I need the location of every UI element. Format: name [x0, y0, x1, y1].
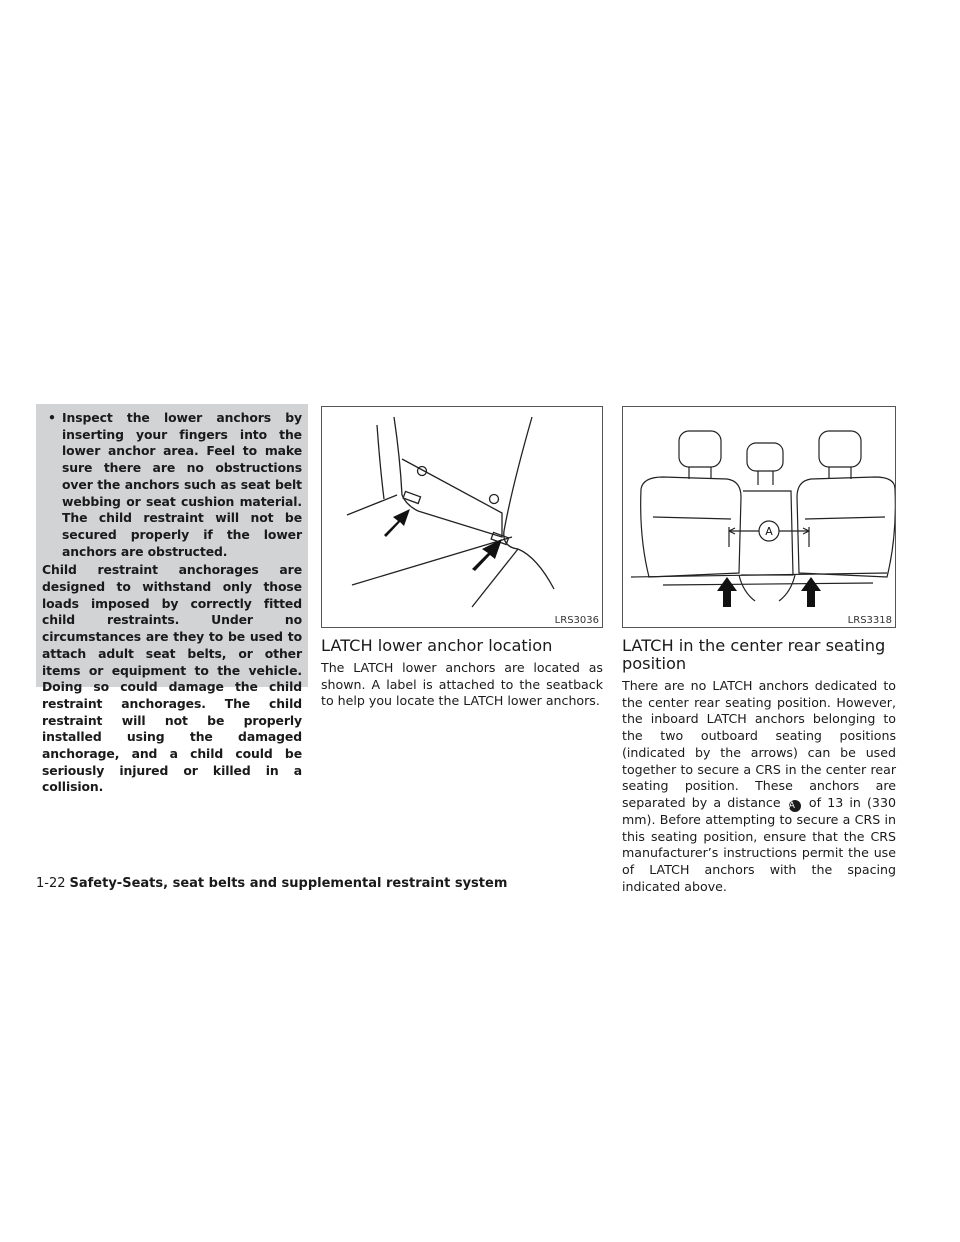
- rear-seat-illustration: [623, 407, 895, 627]
- dimension-label: A: [765, 525, 773, 538]
- bullet-marker: •: [48, 410, 56, 425]
- arrow-icon: [717, 577, 821, 607]
- section-body: [622, 678, 896, 895]
- section-body: The LATCH lower anchors are located as shown. A label is attached to the seatback to help you locate the LATCH lower anchors.: [321, 660, 603, 709]
- section-heading: LATCH lower anchor location: [321, 636, 553, 655]
- seat-illustration: [322, 407, 602, 627]
- heading-line: position: [622, 654, 687, 673]
- chapter-title: Safety-Seats, seat belts and supplemental restraint system: [69, 876, 508, 891]
- section-heading: [622, 637, 885, 673]
- figure-center-rear-seating: [622, 406, 896, 628]
- page-footer: [36, 876, 507, 891]
- circled-label: A: [789, 800, 801, 812]
- warning-bullet-item: [42, 410, 302, 560]
- figure-lower-anchor-location: [321, 406, 603, 628]
- heading-line: LATCH in the center rear seating: [622, 636, 886, 655]
- warning-bullet-text: Inspect the lower anchors by inserting your fingers into the lower anchor area. Feel to make sure there are no obstructions over the anchors such as seat belt webbing or seat cushion material. The child restraint will not be secured properly if the lower anchors are obstructed.: [62, 410, 302, 559]
- warning-paragraph: Child restraint anchorages are designed to withstand only those loads imposed by correctly fitted child restraints. Under no circumstances are they to be used to attach adult seat belts, or other items or equipment to the vehicle. Doing so could damage the child restraint anchorages. The child restraint will not be properly installed using the damaged anchorage, and a child could be seriously injured or killed in a collision.: [42, 562, 302, 795]
- body-part: There are no LATCH anchors dedicated to the center rear seating position. However, the inboard LATCH anchors belonging to the two outboard seating positions (indicated by the arrows) can be used together to secure a CRS in the center rear seating position. These anchors are separated by a distance: [622, 678, 896, 810]
- warning-box: [36, 404, 308, 795]
- figure-code: LRS3318: [847, 615, 892, 626]
- page-number: 1-22: [36, 876, 66, 891]
- body-part: of 13 in (330 mm). Before attempting to secure a CRS in this seating position, ensure that the CRS manufacturer’s instructions permit the use of LATCH anchors with the spacing indicated above.: [622, 794, 896, 894]
- figure-code: LRS3036: [554, 615, 599, 626]
